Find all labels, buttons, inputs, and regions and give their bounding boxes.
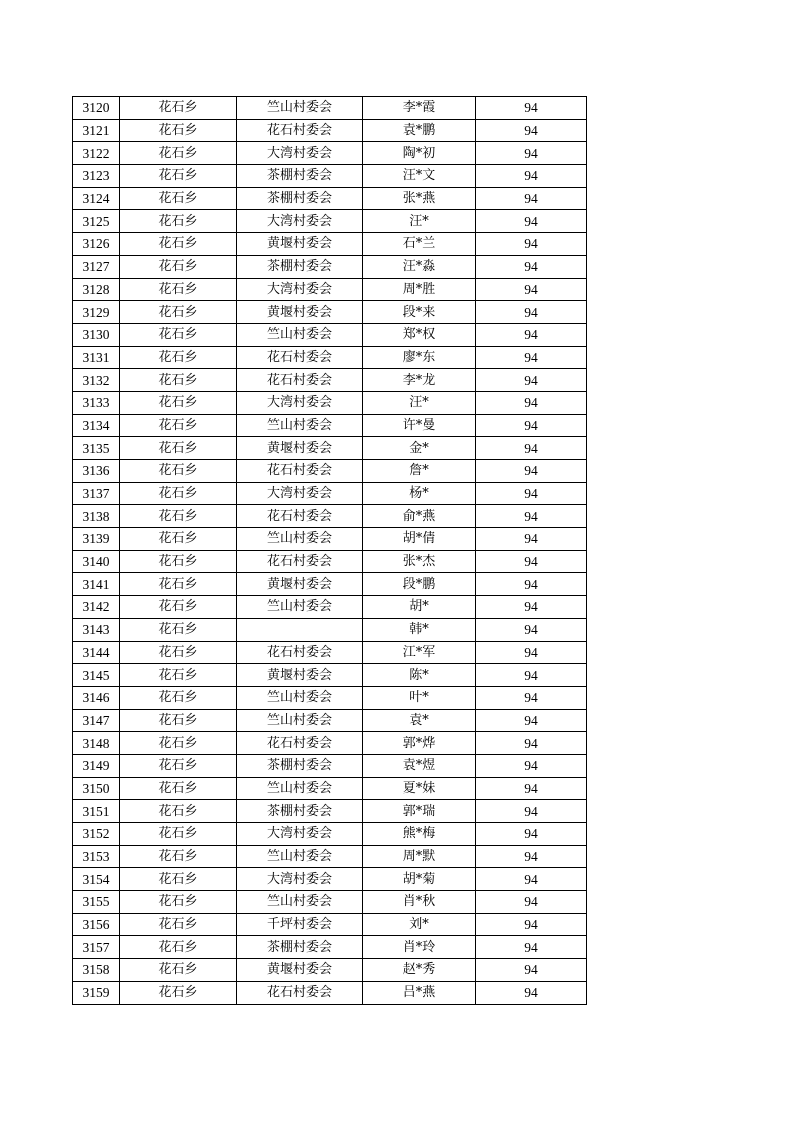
town-cell: 花石乡 — [120, 868, 237, 891]
person-name-cell: 叶* — [363, 686, 476, 709]
amount-cell: 94 — [476, 754, 587, 777]
amount-cell: 94 — [476, 823, 587, 846]
village-committee-cell: 千坪村委会 — [237, 913, 363, 936]
row-number-cell: 3128 — [73, 278, 120, 301]
amount-cell: 94 — [476, 528, 587, 551]
table-row — [73, 119, 587, 142]
row-number-cell: 3140 — [73, 550, 120, 573]
amount-cell: 94 — [476, 346, 587, 369]
amount-cell: 94 — [476, 233, 587, 256]
row-number-cell: 3149 — [73, 754, 120, 777]
village-committee-cell: 黄堰村委会 — [237, 301, 363, 324]
table-row — [73, 460, 587, 483]
person-name-cell: 袁*鹏 — [363, 119, 476, 142]
village-committee-cell: 花石村委会 — [237, 505, 363, 528]
table-row — [73, 800, 587, 823]
row-number-cell: 3157 — [73, 936, 120, 959]
person-name-cell: 汪* — [363, 210, 476, 233]
village-committee-cell: 大湾村委会 — [237, 482, 363, 505]
table-row — [73, 596, 587, 619]
amount-cell: 94 — [476, 369, 587, 392]
row-number-cell: 3135 — [73, 437, 120, 460]
row-number-cell: 3153 — [73, 845, 120, 868]
town-cell: 花石乡 — [120, 210, 237, 233]
person-name-cell: 廖*东 — [363, 346, 476, 369]
village-committee-cell: 大湾村委会 — [237, 278, 363, 301]
person-name-cell: 金* — [363, 437, 476, 460]
row-number-cell: 3155 — [73, 891, 120, 914]
table-row — [73, 255, 587, 278]
person-name-cell: 杨* — [363, 482, 476, 505]
row-number-cell: 3124 — [73, 187, 120, 210]
person-name-cell: 周*胜 — [363, 278, 476, 301]
town-cell: 花石乡 — [120, 596, 237, 619]
person-name-cell: 郭*瑞 — [363, 800, 476, 823]
town-cell: 花石乡 — [120, 460, 237, 483]
town-cell: 花石乡 — [120, 754, 237, 777]
village-committee-cell: 花石村委会 — [237, 732, 363, 755]
person-name-cell: 胡*倩 — [363, 528, 476, 551]
row-number-cell: 3136 — [73, 460, 120, 483]
person-name-cell: 肖*秋 — [363, 891, 476, 914]
town-cell: 花石乡 — [120, 823, 237, 846]
amount-cell: 94 — [476, 187, 587, 210]
village-committee-cell: 花石村委会 — [237, 641, 363, 664]
village-committee-cell: 竺山村委会 — [237, 686, 363, 709]
town-cell: 花石乡 — [120, 936, 237, 959]
town-cell: 花石乡 — [120, 97, 237, 120]
town-cell: 花石乡 — [120, 641, 237, 664]
row-number-cell: 3130 — [73, 323, 120, 346]
person-name-cell: 肖*玲 — [363, 936, 476, 959]
amount-cell: 94 — [476, 777, 587, 800]
town-cell: 花石乡 — [120, 278, 237, 301]
town-cell: 花石乡 — [120, 255, 237, 278]
village-committee-cell: 茶棚村委会 — [237, 754, 363, 777]
table-row — [73, 981, 587, 1004]
row-number-cell: 3154 — [73, 868, 120, 891]
roster-table — [72, 96, 587, 1005]
row-number-cell: 3131 — [73, 346, 120, 369]
table-row — [73, 573, 587, 596]
amount-cell: 94 — [476, 482, 587, 505]
person-name-cell: 詹* — [363, 460, 476, 483]
village-committee-cell: 竺山村委会 — [237, 528, 363, 551]
table-row — [73, 187, 587, 210]
amount-cell: 94 — [476, 868, 587, 891]
amount-cell: 94 — [476, 641, 587, 664]
amount-cell: 94 — [476, 618, 587, 641]
table-row — [73, 210, 587, 233]
town-cell: 花石乡 — [120, 732, 237, 755]
person-name-cell: 李*龙 — [363, 369, 476, 392]
town-cell: 花石乡 — [120, 573, 237, 596]
village-committee-cell: 大湾村委会 — [237, 142, 363, 165]
row-number-cell: 3142 — [73, 596, 120, 619]
row-number-cell: 3126 — [73, 233, 120, 256]
amount-cell: 94 — [476, 845, 587, 868]
village-committee-cell: 竺山村委会 — [237, 891, 363, 914]
table-row — [73, 346, 587, 369]
row-number-cell: 3137 — [73, 482, 120, 505]
row-number-cell: 3134 — [73, 414, 120, 437]
amount-cell: 94 — [476, 981, 587, 1004]
town-cell: 花石乡 — [120, 346, 237, 369]
table-row — [73, 97, 587, 120]
person-name-cell: 张*燕 — [363, 187, 476, 210]
table-row — [73, 437, 587, 460]
row-number-cell: 3147 — [73, 709, 120, 732]
table-row — [73, 664, 587, 687]
village-committee-cell: 竺山村委会 — [237, 709, 363, 732]
village-committee-cell: 大湾村委会 — [237, 391, 363, 414]
person-name-cell: 陶*初 — [363, 142, 476, 165]
town-cell: 花石乡 — [120, 437, 237, 460]
amount-cell: 94 — [476, 891, 587, 914]
table-row — [73, 913, 587, 936]
person-name-cell: 段*鹏 — [363, 573, 476, 596]
town-cell: 花石乡 — [120, 482, 237, 505]
table-row — [73, 823, 587, 846]
town-cell: 花石乡 — [120, 550, 237, 573]
table-row — [73, 142, 587, 165]
table-row — [73, 278, 587, 301]
table-row — [73, 323, 587, 346]
town-cell: 花石乡 — [120, 800, 237, 823]
table-row — [73, 618, 587, 641]
person-name-cell: 胡* — [363, 596, 476, 619]
amount-cell: 94 — [476, 573, 587, 596]
town-cell: 花石乡 — [120, 505, 237, 528]
amount-cell: 94 — [476, 278, 587, 301]
row-number-cell: 3159 — [73, 981, 120, 1004]
village-committee-cell — [237, 618, 363, 641]
village-committee-cell: 黄堰村委会 — [237, 233, 363, 256]
row-number-cell: 3120 — [73, 97, 120, 120]
village-committee-cell: 黄堰村委会 — [237, 573, 363, 596]
village-committee-cell: 黄堰村委会 — [237, 437, 363, 460]
village-committee-cell: 花石村委会 — [237, 981, 363, 1004]
table-row — [73, 391, 587, 414]
town-cell: 花石乡 — [120, 391, 237, 414]
table-row — [73, 845, 587, 868]
village-committee-cell: 花石村委会 — [237, 119, 363, 142]
village-committee-cell: 竺山村委会 — [237, 97, 363, 120]
row-number-cell: 3133 — [73, 391, 120, 414]
town-cell: 花石乡 — [120, 528, 237, 551]
town-cell: 花石乡 — [120, 323, 237, 346]
village-committee-cell: 花石村委会 — [237, 460, 363, 483]
town-cell: 花石乡 — [120, 664, 237, 687]
person-name-cell: 张*杰 — [363, 550, 476, 573]
amount-cell: 94 — [476, 505, 587, 528]
amount-cell: 94 — [476, 414, 587, 437]
person-name-cell: 郑*权 — [363, 323, 476, 346]
row-number-cell: 3122 — [73, 142, 120, 165]
town-cell: 花石乡 — [120, 233, 237, 256]
row-number-cell: 3144 — [73, 641, 120, 664]
table-row — [73, 686, 587, 709]
person-name-cell: 许*曼 — [363, 414, 476, 437]
town-cell: 花石乡 — [120, 891, 237, 914]
amount-cell: 94 — [476, 596, 587, 619]
amount-cell: 94 — [476, 301, 587, 324]
town-cell: 花石乡 — [120, 369, 237, 392]
person-name-cell: 江*军 — [363, 641, 476, 664]
row-number-cell: 3125 — [73, 210, 120, 233]
person-name-cell: 李*霞 — [363, 97, 476, 120]
village-committee-cell: 竺山村委会 — [237, 777, 363, 800]
table-row — [73, 233, 587, 256]
person-name-cell: 胡*菊 — [363, 868, 476, 891]
table-row — [73, 369, 587, 392]
village-committee-cell: 茶棚村委会 — [237, 187, 363, 210]
person-name-cell: 俞*燕 — [363, 505, 476, 528]
row-number-cell: 3141 — [73, 573, 120, 596]
village-committee-cell: 茶棚村委会 — [237, 936, 363, 959]
row-number-cell: 3146 — [73, 686, 120, 709]
row-number-cell: 3139 — [73, 528, 120, 551]
town-cell: 花石乡 — [120, 414, 237, 437]
town-cell: 花石乡 — [120, 301, 237, 324]
person-name-cell: 汪*文 — [363, 165, 476, 188]
amount-cell: 94 — [476, 255, 587, 278]
town-cell: 花石乡 — [120, 686, 237, 709]
table-row — [73, 550, 587, 573]
village-committee-cell: 花石村委会 — [237, 369, 363, 392]
table-row — [73, 301, 587, 324]
person-name-cell: 郭*烨 — [363, 732, 476, 755]
town-cell: 花石乡 — [120, 777, 237, 800]
row-number-cell: 3138 — [73, 505, 120, 528]
table-row — [73, 868, 587, 891]
village-committee-cell: 黄堰村委会 — [237, 959, 363, 982]
person-name-cell: 陈* — [363, 664, 476, 687]
town-cell: 花石乡 — [120, 165, 237, 188]
person-name-cell: 袁* — [363, 709, 476, 732]
amount-cell: 94 — [476, 119, 587, 142]
amount-cell: 94 — [476, 800, 587, 823]
table-row — [73, 777, 587, 800]
row-number-cell: 3150 — [73, 777, 120, 800]
amount-cell: 94 — [476, 323, 587, 346]
person-name-cell: 汪*淼 — [363, 255, 476, 278]
village-committee-cell: 竺山村委会 — [237, 323, 363, 346]
person-name-cell: 袁*煜 — [363, 754, 476, 777]
row-number-cell: 3151 — [73, 800, 120, 823]
town-cell: 花石乡 — [120, 618, 237, 641]
table-row — [73, 505, 587, 528]
person-name-cell: 吕*燕 — [363, 981, 476, 1004]
row-number-cell: 3156 — [73, 913, 120, 936]
person-name-cell: 周*默 — [363, 845, 476, 868]
town-cell: 花石乡 — [120, 142, 237, 165]
amount-cell: 94 — [476, 97, 587, 120]
amount-cell: 94 — [476, 142, 587, 165]
amount-cell: 94 — [476, 959, 587, 982]
table-row — [73, 528, 587, 551]
person-name-cell: 熊*梅 — [363, 823, 476, 846]
table-row — [73, 754, 587, 777]
amount-cell: 94 — [476, 460, 587, 483]
amount-cell: 94 — [476, 550, 587, 573]
table-row — [73, 641, 587, 664]
row-number-cell: 3127 — [73, 255, 120, 278]
person-name-cell: 赵*秀 — [363, 959, 476, 982]
row-number-cell: 3152 — [73, 823, 120, 846]
town-cell: 花石乡 — [120, 959, 237, 982]
person-name-cell: 段*来 — [363, 301, 476, 324]
amount-cell: 94 — [476, 686, 587, 709]
village-committee-cell: 竺山村委会 — [237, 596, 363, 619]
amount-cell: 94 — [476, 732, 587, 755]
town-cell: 花石乡 — [120, 187, 237, 210]
table-row — [73, 959, 587, 982]
town-cell: 花石乡 — [120, 709, 237, 732]
row-number-cell: 3148 — [73, 732, 120, 755]
table-row — [73, 414, 587, 437]
amount-cell: 94 — [476, 437, 587, 460]
roster-table-body — [73, 97, 587, 1005]
village-committee-cell: 竺山村委会 — [237, 414, 363, 437]
table-row — [73, 891, 587, 914]
person-name-cell: 汪* — [363, 391, 476, 414]
table-row — [73, 482, 587, 505]
person-name-cell: 韩* — [363, 618, 476, 641]
town-cell: 花石乡 — [120, 119, 237, 142]
village-committee-cell: 茶棚村委会 — [237, 255, 363, 278]
village-committee-cell: 茶棚村委会 — [237, 165, 363, 188]
person-name-cell: 石*兰 — [363, 233, 476, 256]
amount-cell: 94 — [476, 709, 587, 732]
village-committee-cell: 竺山村委会 — [237, 845, 363, 868]
village-committee-cell: 花石村委会 — [237, 550, 363, 573]
row-number-cell: 3121 — [73, 119, 120, 142]
village-committee-cell: 黄堰村委会 — [237, 664, 363, 687]
table-row — [73, 165, 587, 188]
person-name-cell: 夏*妹 — [363, 777, 476, 800]
row-number-cell: 3143 — [73, 618, 120, 641]
town-cell: 花石乡 — [120, 845, 237, 868]
row-number-cell: 3123 — [73, 165, 120, 188]
village-committee-cell: 大湾村委会 — [237, 868, 363, 891]
table-row — [73, 732, 587, 755]
village-committee-cell: 大湾村委会 — [237, 210, 363, 233]
town-cell: 花石乡 — [120, 981, 237, 1004]
village-committee-cell: 大湾村委会 — [237, 823, 363, 846]
amount-cell: 94 — [476, 913, 587, 936]
village-committee-cell: 花石村委会 — [237, 346, 363, 369]
person-name-cell: 刘* — [363, 913, 476, 936]
row-number-cell: 3145 — [73, 664, 120, 687]
amount-cell: 94 — [476, 391, 587, 414]
row-number-cell: 3129 — [73, 301, 120, 324]
amount-cell: 94 — [476, 664, 587, 687]
town-cell: 花石乡 — [120, 913, 237, 936]
amount-cell: 94 — [476, 210, 587, 233]
amount-cell: 94 — [476, 165, 587, 188]
table-row — [73, 936, 587, 959]
table-row — [73, 709, 587, 732]
row-number-cell: 3158 — [73, 959, 120, 982]
row-number-cell: 3132 — [73, 369, 120, 392]
village-committee-cell: 茶棚村委会 — [237, 800, 363, 823]
amount-cell: 94 — [476, 936, 587, 959]
